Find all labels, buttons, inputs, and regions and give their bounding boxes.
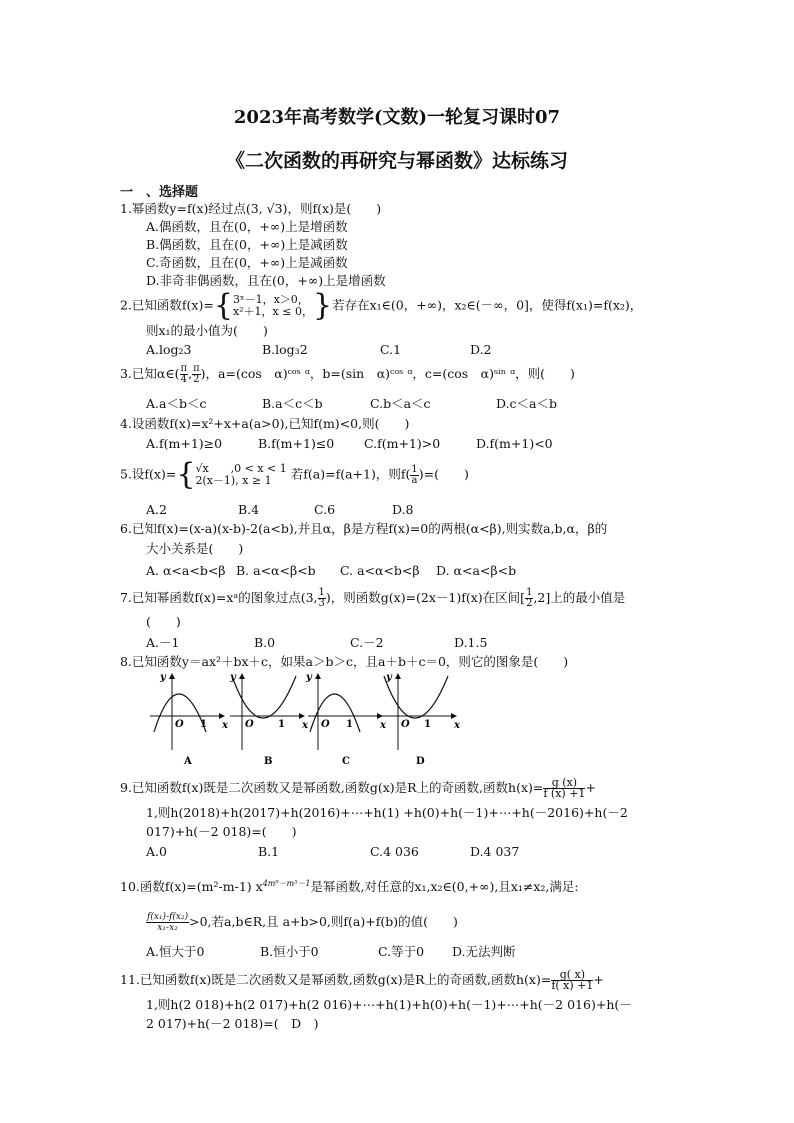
graph-y-label: y <box>230 672 236 683</box>
q6-option-a: A. α<a<b<β <box>146 563 226 578</box>
graph-origin-label: O <box>175 719 184 730</box>
q5-option-c: C.6 <box>314 502 336 517</box>
graph-one-label: 1 <box>200 719 207 730</box>
graph-y-label: y <box>386 672 392 683</box>
q3-frac1: $\frac{\pi}{4}$ <box>180 363 188 385</box>
q2-case2: x²＋1，x ≤ 0， <box>232 305 313 318</box>
q3-post: )，a=(cos α)ᶜᵒˢ ᵅ，b=(sin α)ᶜᵒˢ ᵅ，c=(cos α)ˢⁱⁿ ᵅ，则( ) <box>200 366 575 381</box>
q10-stem <box>120 876 579 894</box>
q10-option-c: C.等于0 <box>378 944 425 959</box>
q5-stem: 5.设f(x)={ √x ,0 < x < 1 2(x－1), x ≥ 1 若f(a)=f(a+1)，则f( $\frac{1}{a}$ )=( ) <box>120 457 469 492</box>
q9-frac: $\frac{g (x)}{f (x) +1}$ <box>543 776 586 800</box>
q11-pre: 11.已知函数f(x)既是二次函数又是幂函数,函数g(x)是R上的奇函数,函数h(x)= <box>120 972 552 987</box>
q6-stem: 6.已知f(x)=(x-a)(x-b)-2(a<b),并且α，β是方程f(x)=0的两根(α<β),则实数a,b,α，β的 <box>120 521 608 536</box>
q5-case1: √x ,0 < x < 1 <box>195 462 287 475</box>
q3-frac2: $\frac{\pi}{2}$ <box>193 363 200 385</box>
graph-one-label: 1 <box>424 719 431 730</box>
q7-post: ,2]上的最小值是 <box>533 590 626 605</box>
q7-pre: 7.已知幂函数f(x)=xᵃ的图象过点(3, <box>120 590 318 605</box>
q2-stem: 2.已知函数f(x)={ 3ˣ－1，x＞0， x²＋1，x ≤ 0， }若存在x₁∈(0，+∞)，x₂∈(－∞，0]，使得f(x₁)=f(x₂)， <box>120 288 643 323</box>
q2-line2: 则x₁的最小值为( ) <box>146 323 268 338</box>
q2-post: 若存在x₁∈(0，+∞)，x₂∈(－∞，0]，使得f(x₁)=f(x₂)， <box>332 297 643 313</box>
graph-origin-label: O <box>245 719 254 730</box>
q1-option-b: B.偶函数，且在(0，+∞)上是减函数 <box>146 237 348 252</box>
q9-option-b: B.1 <box>258 844 280 859</box>
q11-frac: $\frac{g( x)}{f( x) +1}$ <box>551 968 594 992</box>
doc-subtitle: 《二次函数的再研究与幂函数》达标练习 <box>225 150 568 172</box>
q10-frac: $\frac{\text{f(x₁)-f(x₂)}}{\text{x₁-x₂}}$ <box>147 912 189 933</box>
q9-stem <box>120 778 596 799</box>
q9-option-c: C.4 036 <box>370 844 419 859</box>
q7-mid: )，则函数g(x)=(2x－1)f(x)在区间[ <box>325 590 526 605</box>
q6-option-c: C. a<α<b<β <box>340 563 420 578</box>
q11-stem <box>120 970 604 991</box>
q2-case1: 3ˣ－1，x＞0， <box>232 293 309 306</box>
q10-post: 是幂函数,对任意的x₁,x₂∈(0,+∞),且x₁≠x₂,满足: <box>310 879 579 895</box>
graph-choice-label: A <box>184 756 192 767</box>
q6-option-d: D. α<a<β<b <box>436 563 517 578</box>
q5-frac: $\frac{1}{a}$ <box>411 463 418 486</box>
q10-line2 <box>146 912 458 933</box>
q4-option-b: B.f(m+1)≤0 <box>258 436 335 451</box>
q7-option-b: B.0 <box>254 635 276 650</box>
q11-post: + <box>593 972 604 987</box>
graph-y-label: y <box>306 672 312 683</box>
q3-option-c: C.b＜a＜c <box>370 396 431 411</box>
q2-option-b: B.log₃2 <box>262 342 308 357</box>
graph-one-label: 1 <box>346 719 353 730</box>
doc-title: 2023年高考数学(文数)一轮复习课时07 <box>233 107 561 128</box>
graph-choice-label: C <box>342 756 350 767</box>
q5-option-d: D.8 <box>392 502 414 517</box>
q7-frac2: $\frac{1}{2}$ <box>526 587 533 609</box>
q2-option-d: D.2 <box>470 342 492 357</box>
q8-graphs <box>150 670 460 768</box>
graph-choice-label: D <box>416 756 425 767</box>
q4-stem: 4.设函数f(x)=x²+x+a(a>0),已知f(m)<0,则( ) <box>120 416 410 431</box>
graph-x-label: x <box>302 720 308 731</box>
q8-stem: 8.已知函数y＝ax²＋bx＋c，如果a＞b＞c，且a＋b＋c＝0，则它的图象是( ) <box>120 654 569 669</box>
q1-option-c: C.奇函数，且在(0，+∞)上是减函数 <box>146 255 348 270</box>
q3-stem: 3.已知α∈( $\frac{\pi}{4}$ , $\frac{\pi}{2}$ )，a=(cos α)ᶜᵒˢ ᵅ，b=(sin α)ᶜᵒˢ ᵅ，c=(cos α)ˢⁱⁿ ᵅ，则( ) <box>120 363 575 385</box>
graph-origin-label: O <box>401 719 410 730</box>
q6-option-b: B. a<α<β<b <box>236 563 316 578</box>
q11-line3: 2 017)+h(－2 018)=( D ) <box>146 1016 319 1031</box>
q3-option-a: A.a＜b＜c <box>146 396 207 411</box>
q10-pre: 10.函数f(x)=(m²-m-1) x <box>120 879 263 895</box>
q11-line2: 1,则h(2 018)+h(2 017)+h(2 016)+⋯+h(1)+h(0)+h(－1)+⋯+h(－2 016)+h(－ <box>146 997 632 1012</box>
q2-pre: 2.已知函数f(x)= <box>120 297 214 313</box>
q3-pre: 3.已知α∈( <box>120 366 180 381</box>
graph-choice-label: B <box>264 756 273 767</box>
q9-pre: 9.已知函数f(x)既是二次函数又是幂函数,函数g(x)是R上的奇函数,函数h(x)= <box>120 780 544 795</box>
graph-one-label: 1 <box>278 719 285 730</box>
graph-origin-label: O <box>321 719 330 730</box>
graph-parabola <box>384 676 448 718</box>
q9-line2: 1,则h(2018)+h(2017)+h(2016)+⋯+h(1) +h(0)+h(－1)+⋯+h(－2016)+h(－2 <box>146 805 628 820</box>
q5-post: )=( ) <box>418 466 469 482</box>
graph-y-label: y <box>160 672 166 683</box>
q7-option-c: C.－2 <box>350 635 384 650</box>
q7-line2: ( ) <box>146 614 181 629</box>
q9-post: + <box>585 780 596 795</box>
q10-line2-text: >0,若a,b∈R,且 a+b>0,则f(a)+f(b)的值( ) <box>189 914 458 929</box>
graph-x-label: x <box>454 720 460 731</box>
q3-option-d: D.c＜a＜b <box>496 396 558 411</box>
q9-line3: 017)+h(－2 018)=( ) <box>146 824 297 839</box>
q7-frac1: $\frac{1}{3}$ <box>318 587 325 609</box>
q10-option-b: B.恒小于0 <box>260 944 319 959</box>
q6-line2: 大小关系是( ) <box>146 541 244 556</box>
q10-exponent: 4m⁹－m⁵－1 <box>262 879 311 888</box>
q2-option-c: C.1 <box>380 342 402 357</box>
q1-stem: 1.幂函数y=f(x)经过点(3, √3)，则f(x)是( ) <box>120 201 382 216</box>
q5-option-b: B.4 <box>238 502 260 517</box>
q10-option-a: A.恒大于0 <box>146 944 205 959</box>
q2-option-a: A.log₂3 <box>146 342 192 357</box>
q3-option-b: B.a＜c＜b <box>262 396 323 411</box>
q10-option-d: D.无法判断 <box>452 944 516 959</box>
q4-option-c: C.f(m+1)>0 <box>364 436 441 451</box>
q5-pre: 5.设f(x)= <box>120 466 177 482</box>
graph-x-label: x <box>380 720 386 731</box>
q9-option-a: A.0 <box>146 844 167 859</box>
q1-option-a: A.偶函数，且在(0，+∞)上是增函数 <box>146 219 348 234</box>
q5-option-a: A.2 <box>146 502 167 517</box>
q7-option-a: A.－1 <box>146 635 180 650</box>
section-heading: 一 、选择题 <box>120 185 199 200</box>
q5-case2: 2(x－1), x ≥ 1 <box>195 474 272 487</box>
q7-option-d: D.1.5 <box>454 635 488 650</box>
q1-option-d: D.非奇非偶函数，且在(0，+∞)上是增函数 <box>146 273 386 288</box>
q5-mid: 若f(a)=f(a+1)，则f( <box>290 466 411 482</box>
q4-option-d: D.f(m+1)<0 <box>476 436 553 451</box>
q4-option-a: A.f(m+1)≥0 <box>146 436 223 451</box>
graph-x-label: x <box>222 720 228 731</box>
q9-option-d: D.4 037 <box>470 844 520 859</box>
q7-stem <box>120 588 625 609</box>
